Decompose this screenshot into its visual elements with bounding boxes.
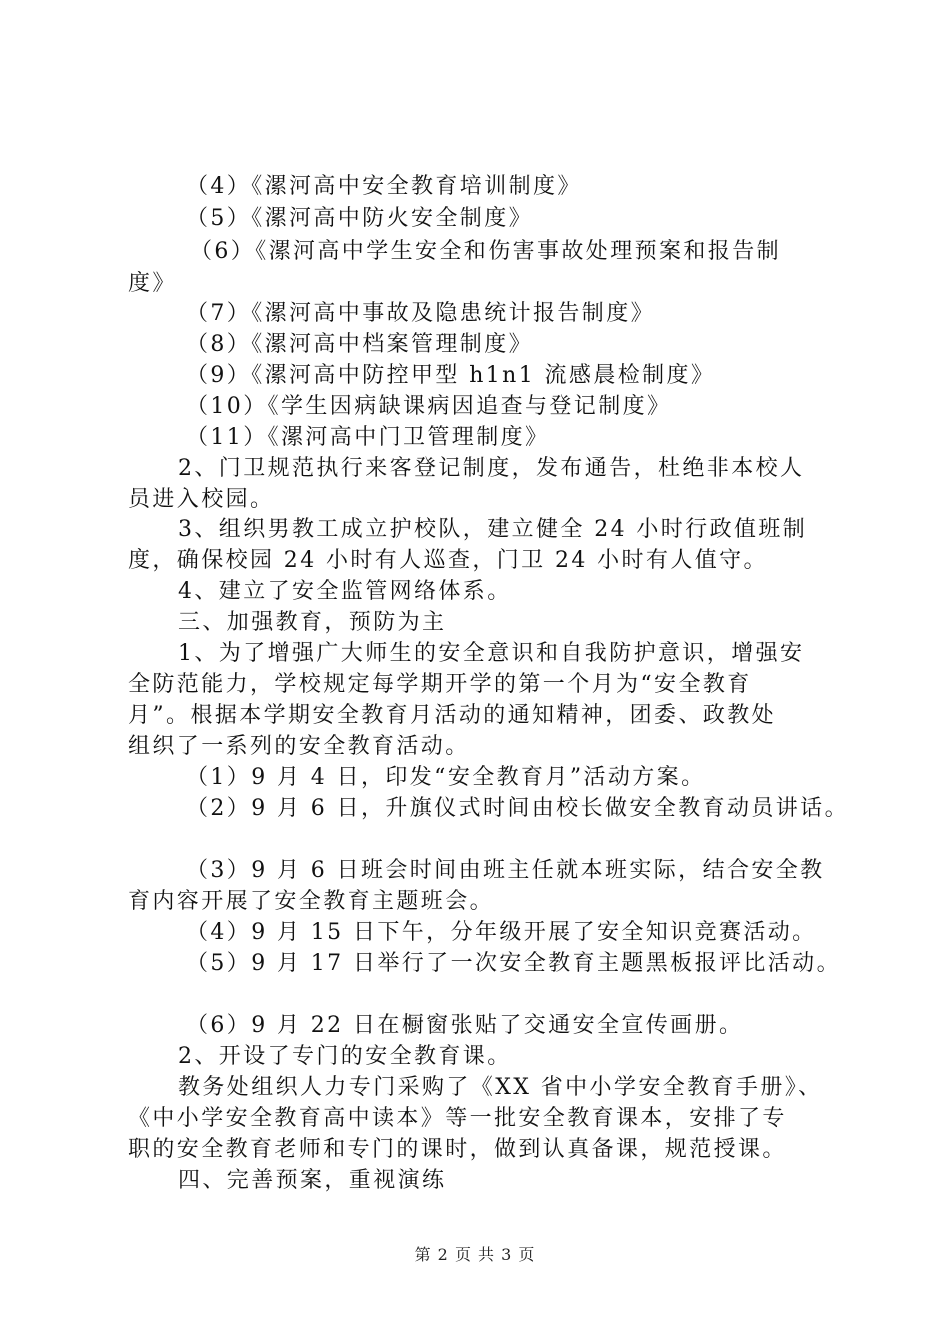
text-line: 1、为了增强广大师生的安全意识和自我防护意识，增强安	[178, 641, 805, 666]
text-line: 2、门卫规范执行来客登记制度，发布通告，杜绝非本校人	[178, 456, 805, 481]
text-line: 《中小学安全教育高中读本》等一批安全教育课本，安排了专	[128, 1106, 787, 1131]
text-line: 4、建立了安全监管网络体系。	[178, 579, 512, 604]
text-line: （10）《学生因病缺课病因追查与登记制度》	[186, 394, 672, 419]
text-line: （5）9 月 17 日举行了一次安全教育主题黑板报评比活动。	[186, 951, 841, 976]
text-line: （6）9 月 22 日在橱窗张贴了交通安全宣传画册。	[186, 1013, 744, 1038]
text-line: 教务处组织人力专门采购了《XX 省中小学安全教育手册》、	[178, 1075, 823, 1100]
text-line: （1）9 月 4 日，印发“安全教育月”活动方案。	[186, 765, 706, 790]
text-line: （7）《漯河高中事故及隐患统计报告制度》	[186, 301, 655, 326]
text-line: 职的安全教育老师和专门的课时，做到认真备课，规范授课。	[128, 1137, 787, 1162]
text-line: 月”。根据本学期安全教育月活动的通知精神，团委、政教处	[128, 703, 777, 728]
text-line: （5）《漯河高中防火安全制度》	[186, 206, 533, 231]
text-line: 2、开设了专门的安全教育课。	[178, 1044, 512, 1069]
section-heading: 三、加强教育，预防为主	[178, 610, 447, 635]
section-heading: 四、完善预案，重视演练	[178, 1168, 447, 1193]
text-line: 员进入校园。	[128, 487, 275, 512]
text-line: 育内容开展了安全教育主题班会。	[128, 889, 495, 914]
text-line: 组织了一系列的安全教育活动。	[128, 734, 470, 759]
page-number-footer: 第 2 页 共 3 页	[414, 1245, 536, 1264]
text-line: 度，确保校园 24 小时有人巡查，门卫 24 小时有人值守。	[128, 548, 768, 573]
text-line: 3、组织男教工成立护校队，建立健全 24 小时行政值班制	[178, 517, 808, 542]
text-line: （3）9 月 6 日班会时间由班主任就本班实际，结合安全教	[186, 858, 825, 883]
text-line: （2）9 月 6 日，升旗仪式时间由校长做安全教育动员讲话。	[186, 796, 849, 821]
text-line: （8）《漯河高中档案管理制度》	[186, 332, 533, 357]
text-line: 全防范能力，学校规定每学期开学的第一个月为“安全教育	[128, 672, 752, 697]
text-line: （6）《漯河高中学生安全和伤害事故处理预案和报告制	[190, 239, 781, 264]
text-line: （11）《漯河高中门卫管理制度》	[186, 425, 550, 450]
text-line: （4）9 月 15 日下午，分年级开展了安全知识竞赛活动。	[186, 920, 817, 945]
text-line: 度》	[128, 271, 177, 296]
text-line: （9）《漯河高中防控甲型 h1n1 流感晨检制度》	[186, 363, 716, 388]
text-line: （4）《漯河高中安全教育培训制度》	[186, 174, 582, 199]
